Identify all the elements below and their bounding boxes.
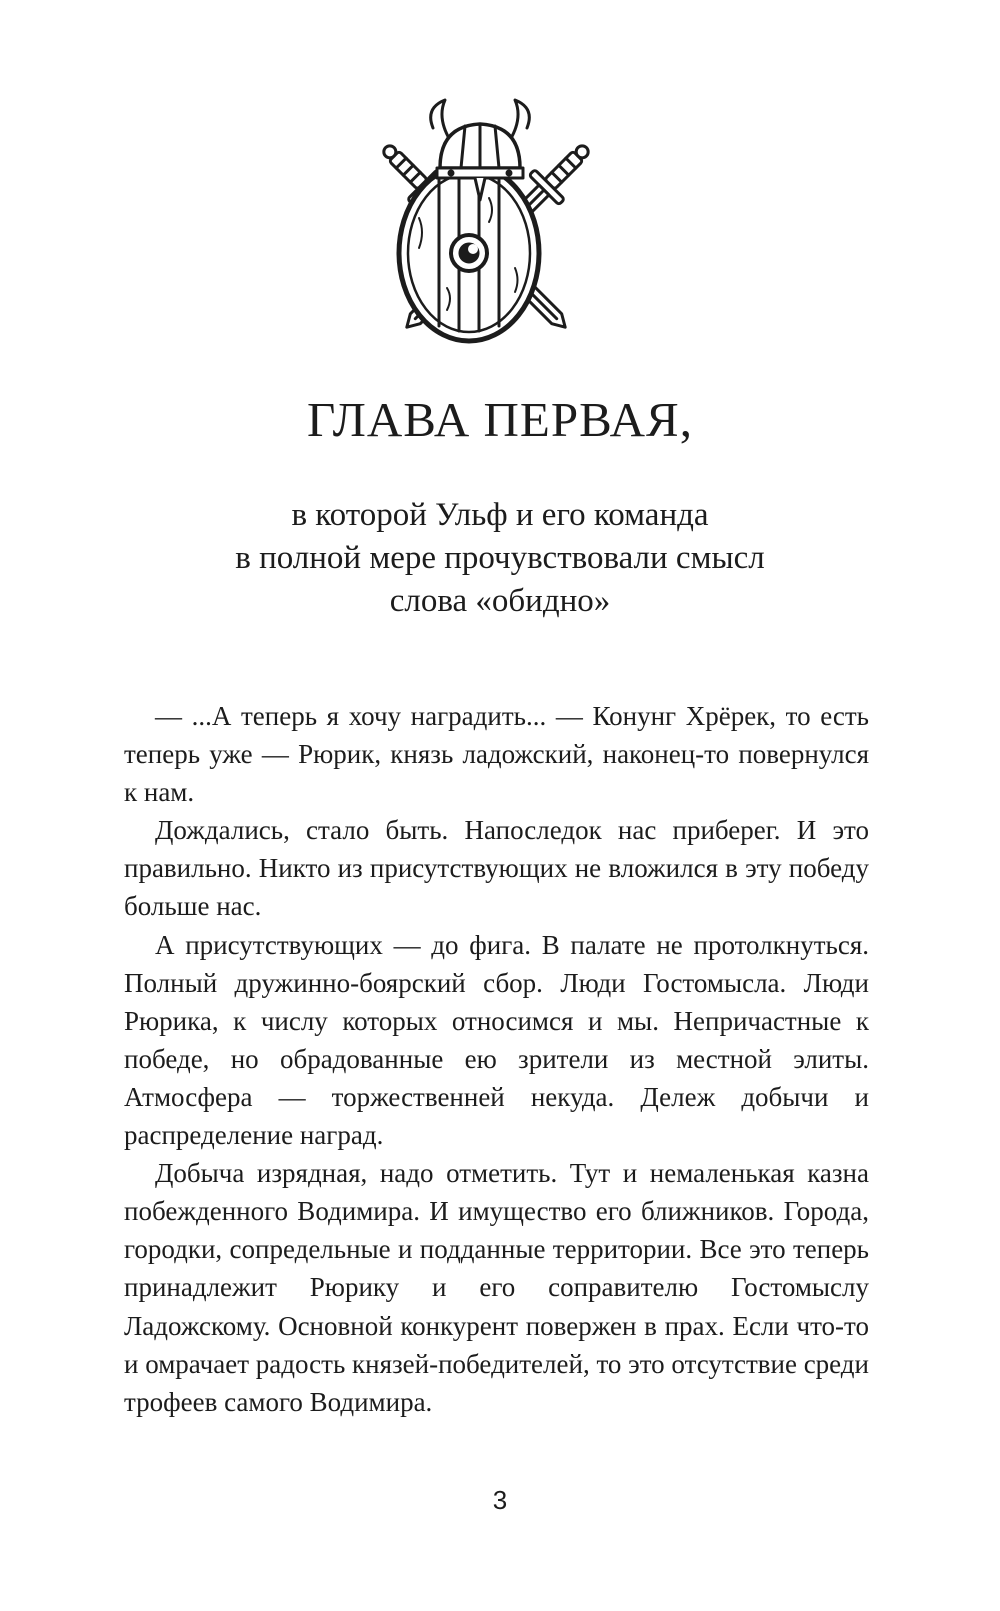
chapter-title: ГЛАВА ПЕРВАЯ, <box>307 392 693 447</box>
viking-helmet-shield-swords-icon <box>355 98 617 360</box>
paragraph: Дождались, стало быть. Напоследок нас приберег. И это правильно. Никто из присутствующих не вложился в эту победу больше нас. <box>124 815 869 922</box>
subtitle-line: в полной мере прочувствовали смысл <box>235 540 765 576</box>
subtitle-line: слова «обидно» <box>389 583 611 619</box>
paragraph: — ...А теперь я хочу наградить... — Конунг Хрёрек, то есть теперь уже — Рюрик, князь ладожский, наконец-то повернулся к нам. <box>124 701 869 808</box>
paragraph: А присутствующих — до фига. В палате не протолкнуться. Полный дружинно-боярский сбор. Люди Гостомысла. Люди Рюрика, к числу которых относимся и мы. Непричастные к победе, но обрадованные ею зрители из местной элиты. Атмосфера — торжественней некуда. Дележ добычи и распределение наград. <box>124 929 869 1151</box>
subtitle-line: в которой Ульф и его команда <box>291 497 709 533</box>
shield <box>399 165 539 341</box>
chapter-subtitle <box>0 494 1000 623</box>
chapter-text <box>124 697 869 1421</box>
paragraph: Добыча изрядная, надо отметить. Тут и немаленькая казна побежденного Водимира. И имущество его ближников. Города, городки, сопредельные и подданные территории. Все это теперь принадлежит Рюрику и его соправителю Гостомыслу Ладожскому. Основной конкурент повержен в прах. Если что-то и омрачает радость князей-победителей, то это отсутствие среди трофеев самого Водимира. <box>124 1158 869 1417</box>
page-number: 3 <box>492 1485 508 1515</box>
